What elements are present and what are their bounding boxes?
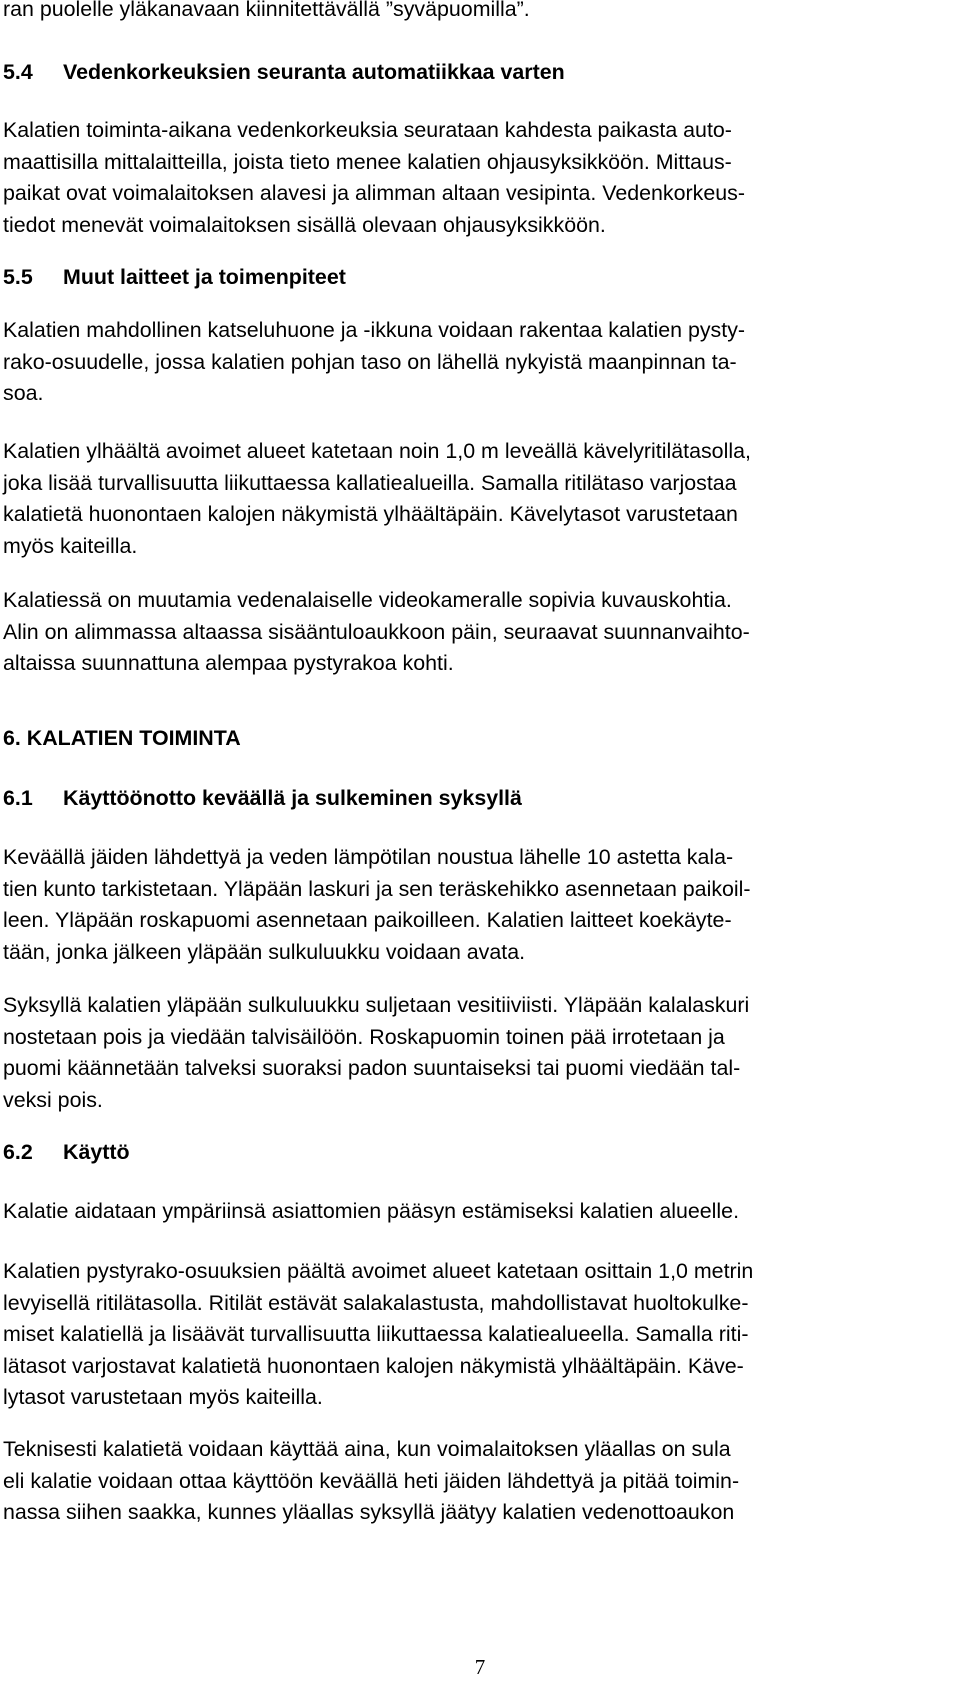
- text-line: rako-osuudelle, jossa kalatien pohjan taso on lähellä nykyistä maanpinnan ta-: [3, 349, 737, 374]
- text-line: Kalatien mahdollinen katseluhuone ja -ikkuna voidaan rakentaa kalatien pysty-: [3, 318, 746, 342]
- chapter-heading-6: [3, 723, 241, 755]
- text-line: maattisilla mittalaitteilla, joista tieto menee kalatien ohjausyksikköön. Mittaus-: [3, 149, 732, 174]
- text-line: levyisellä ritilätasolla. Ritilät estävät salakalastusta, mahdollistavat huoltokulke-: [3, 1290, 749, 1315]
- text-line: soa.: [3, 381, 44, 405]
- text-line: Kalatien pystyrako-osuuksien päältä avoimet alueet katetaan osittain 1,0 metrin: [3, 1259, 754, 1283]
- section-title: Käyttöönotto keväällä ja sulkeminen syksyllä: [63, 786, 522, 810]
- text-line: Kalatiessä on muutamia vedenalaiselle videokameralle sopivia kuvauskohtia.: [3, 588, 732, 612]
- section-heading-6-2: [3, 1137, 130, 1169]
- text-line: veksi pois.: [3, 1087, 103, 1112]
- text-line: lytasot varustetaan myös kaiteilla.: [3, 1385, 323, 1409]
- section-title: Muut laitteet ja toimenpiteet: [63, 265, 346, 289]
- paragraph-6-2-b: [3, 1256, 953, 1414]
- text-line: tään, jonka jälkeen yläpään sulkuluukku voidaan avata.: [3, 939, 526, 964]
- text-line: Keväällä jäiden lähdettyä ja veden lämpötilan noustua lähelle 10 astetta kala-: [3, 845, 734, 869]
- text-line: joka lisää turvallisuutta liikuttaessa kallatiealueilla. Samalla ritilätaso varjostaa: [3, 470, 737, 495]
- paragraph-6-2-c: [3, 1434, 953, 1529]
- section-number: 5.4: [3, 60, 33, 84]
- section-title: Vedenkorkeuksien seuranta automatiikkaa varten: [63, 60, 565, 84]
- text-line: nassa siihen saakka, kunnes yläallas syksyllä jäätyy kalatien vedenottoaukon: [3, 1500, 735, 1524]
- text-line: Syksyllä kalatien yläpään sulkuluukku suljetaan vesitiiviisti. Yläpään kalalaskuri: [3, 993, 750, 1017]
- text-line: Teknisesti kalatietä voidaan käyttää aina, kun voimalaitoksen yläallas on sula: [3, 1437, 731, 1461]
- paragraph-5-5-a: [3, 315, 953, 410]
- paragraph-5-5-c: [3, 585, 953, 680]
- section-title: Käyttö: [63, 1140, 130, 1164]
- text-line: Kalatie aidataan ympäriinsä asiattomien pääsyn estämiseksi kalatien alueelle.: [3, 1199, 740, 1223]
- paragraph-5-4: [3, 115, 953, 241]
- text-line: tien kunto tarkistetaan. Yläpään laskuri ja sen teräskehikko asennetaan paikoil-: [3, 876, 751, 901]
- section-number: 6.2: [3, 1140, 33, 1164]
- text-line: tiedot menevät voimalaitoksen sisällä olevaan ohjausyksikköön.: [3, 212, 606, 237]
- text-line: Alin on alimmassa altaassa sisääntuloaukkoon päin, seuraavat suunnanvaihto-: [3, 619, 750, 644]
- section-number: 5.5: [3, 265, 33, 289]
- text-line: Kalatien ylhäältä avoimet alueet katetaan noin 1,0 m leveällä kävelyritilätasolla,: [3, 439, 751, 463]
- paragraph-6-1-a: [3, 842, 953, 968]
- text-line: Kalatien toiminta-aikana vedenkorkeuksia seurataan kahdesta paikasta auto-: [3, 118, 732, 142]
- text-line: puomi käännetään talveksi suoraksi padon suuntaiseksi tai puomi viedään tal-: [3, 1056, 741, 1080]
- text-line: miset kalatiellä ja lisäävät turvallisuutta liikuttaessa kalatiealueella. Samalla riti-: [3, 1322, 749, 1346]
- text-line: myös kaiteilla.: [3, 533, 138, 558]
- chapter-title: 6. KALATIEN TOIMINTA: [3, 726, 241, 750]
- text-line: kalatietä huonontaen kalojen näkymistä ylhäältäpäin. Kävelytasot varustetaan: [3, 502, 738, 526]
- paragraph-6-2-a: [3, 1196, 953, 1228]
- paragraph-6-1-b: [3, 990, 953, 1116]
- text-line: leen. Yläpään roskapuomi asennetaan paikoilleen. Kalatien laitteet koekäyte-: [3, 908, 732, 932]
- text-line: lätasot varjostavat kalatietä huonontaen kalojen näkymistä ylhäältäpäin. Käve-: [3, 1353, 744, 1378]
- section-heading-5-4: [3, 57, 565, 89]
- text-line: nostetaan pois ja viedään talvisäilöön. Roskapuomin toinen pää irrotetaan ja: [3, 1024, 725, 1049]
- text-line: altaissa suunnattuna alempaa pystyrakoa kohti.: [3, 651, 454, 675]
- text-line: paikat ovat voimalaitoksen alavesi ja alimman altaan vesipinta. Vedenkorkeus-: [3, 181, 745, 205]
- section-heading-5-5: [3, 262, 346, 294]
- section-number: 6.1: [3, 786, 33, 810]
- page-number: 7: [474, 1655, 486, 1679]
- text-line: eli kalatie voidaan ottaa käyttöön keväällä heti jäiden lähdettyä ja pitää toimin-: [3, 1468, 740, 1493]
- paragraph-5-5-b: [3, 436, 953, 562]
- paragraph-top: [3, 0, 953, 26]
- section-heading-6-1: [3, 783, 522, 815]
- text-line: ran puolelle yläkanavaan kiinnitettävällä ”syväpuomilla”.: [3, 0, 530, 21]
